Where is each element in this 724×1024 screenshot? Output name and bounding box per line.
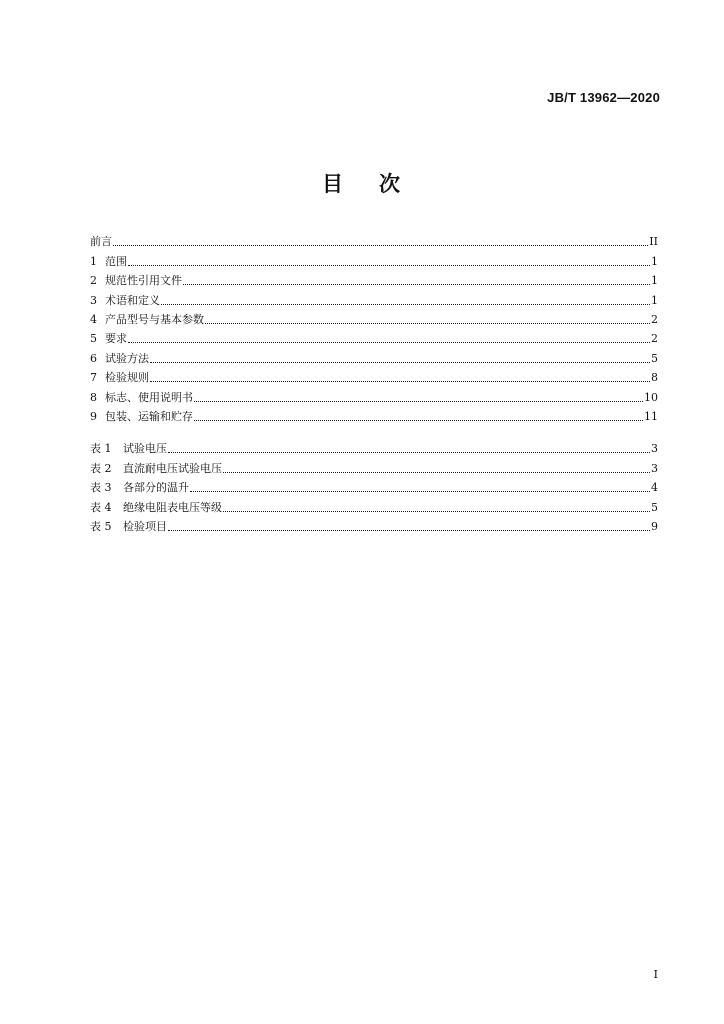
- table-entry-number: 表 5: [90, 519, 112, 533]
- toc-entry-foreword[interactable]: [90, 230, 658, 249]
- toc-leader-dots: [223, 462, 650, 476]
- toc-leader-dots: [168, 442, 650, 456]
- page-title-left-char: 目: [322, 172, 345, 196]
- table-entry-4[interactable]: [90, 495, 658, 514]
- toc-entry-title: 包装、运输和贮存: [105, 409, 193, 423]
- toc-leader-dots: [128, 255, 650, 269]
- table-entry-title: 绝缘电阻表电压等级: [123, 500, 222, 514]
- page-number: I: [653, 968, 658, 981]
- table-entry-page: 3: [651, 461, 658, 475]
- table-entry-page: 5: [651, 500, 658, 514]
- toc-leader-dots: [128, 332, 650, 346]
- toc-entry-number: 7: [90, 371, 97, 385]
- toc-entry-page: 1: [651, 274, 658, 288]
- toc-entry-number: 3: [90, 293, 97, 307]
- toc-entry-page: 8: [651, 371, 658, 385]
- table-list: [90, 437, 658, 534]
- toc-entry-page: 10: [644, 390, 658, 404]
- toc-entry-title: 术语和定义: [105, 293, 160, 307]
- toc-entry-title: 试验方法: [105, 351, 149, 365]
- table-entry-number: 表 2: [90, 461, 112, 475]
- table-entry-5[interactable]: [90, 515, 658, 534]
- toc-entry-normative-references[interactable]: [90, 269, 658, 288]
- toc-entry-title: 标志、使用说明书: [105, 390, 193, 404]
- toc-entry-page: 1: [651, 254, 658, 268]
- table-entry-1[interactable]: [90, 437, 658, 456]
- table-entry-title: 各部分的温升: [123, 481, 189, 495]
- toc-entry-product-model[interactable]: [90, 308, 658, 327]
- table-entry-number: 表 1: [90, 442, 112, 456]
- toc-entry-inspection-rules[interactable]: [90, 366, 658, 385]
- toc-entry-page: 1: [651, 293, 658, 307]
- toc-entry-number: 9: [90, 409, 97, 423]
- toc-leader-dots: [168, 520, 650, 534]
- table-entry-page: 9: [651, 519, 658, 533]
- toc-entry-page: 5: [651, 351, 658, 365]
- table-entry-title: 检验项目: [123, 519, 167, 533]
- toc-entry-page: 2: [651, 332, 658, 346]
- toc-entry-test-methods[interactable]: [90, 346, 658, 365]
- toc-entry-page: 2: [651, 312, 658, 326]
- toc-entry-title: 规范性引用文件: [105, 274, 182, 288]
- table-entry-page: 4: [651, 481, 658, 495]
- toc-entry-page: 11: [644, 409, 658, 423]
- toc-entry-number: 5: [90, 332, 97, 346]
- toc-leader-dots: [223, 501, 650, 515]
- toc-entry-title: 要求: [105, 332, 127, 346]
- toc-entry-title: 前言: [90, 235, 112, 249]
- table-entry-title: 直流耐电压试验电压: [123, 461, 222, 475]
- toc-entry-packaging-transport[interactable]: [90, 405, 658, 424]
- toc-entry-requirements[interactable]: [90, 327, 658, 346]
- toc-entry-title: 产品型号与基本参数: [105, 312, 204, 326]
- toc-leader-dots: [161, 294, 650, 308]
- toc-list: [90, 230, 658, 424]
- toc-leader-dots: [150, 352, 650, 366]
- toc-entry-number: 1: [90, 254, 97, 268]
- toc-leader-dots: [183, 274, 650, 288]
- toc-entry-number: 6: [90, 351, 97, 365]
- table-entry-number: 表 3: [90, 481, 112, 495]
- table-entry-page: 3: [651, 442, 658, 456]
- toc-leader-dots: [194, 391, 643, 405]
- toc-leader-dots: [150, 371, 650, 385]
- page-title-right-char: 次: [379, 172, 402, 196]
- toc-entry-title: 范围: [105, 254, 127, 268]
- standard-number: JB/T 13962—2020: [547, 90, 660, 105]
- toc-leader-dots: [194, 410, 643, 424]
- toc-leader-dots: [190, 481, 650, 495]
- toc-entry-terms-definitions[interactable]: [90, 288, 658, 307]
- toc-leader-dots: [113, 235, 648, 249]
- toc-entry-page: II: [649, 235, 658, 249]
- toc-entry-number: 2: [90, 274, 97, 288]
- toc-entry-number: 4: [90, 312, 97, 326]
- table-entry-3[interactable]: [90, 476, 658, 495]
- table-entry-number: 表 4: [90, 500, 112, 514]
- toc-entry-marking-manual[interactable]: [90, 385, 658, 404]
- toc-entry-title: 检验规则: [105, 371, 149, 385]
- table-entry-2[interactable]: [90, 456, 658, 475]
- table-entry-title: 试验电压: [123, 442, 167, 456]
- toc-entry-number: 8: [90, 390, 97, 404]
- page-title: [0, 168, 724, 198]
- toc-entry-scope[interactable]: [90, 249, 658, 268]
- toc-leader-dots: [205, 313, 650, 327]
